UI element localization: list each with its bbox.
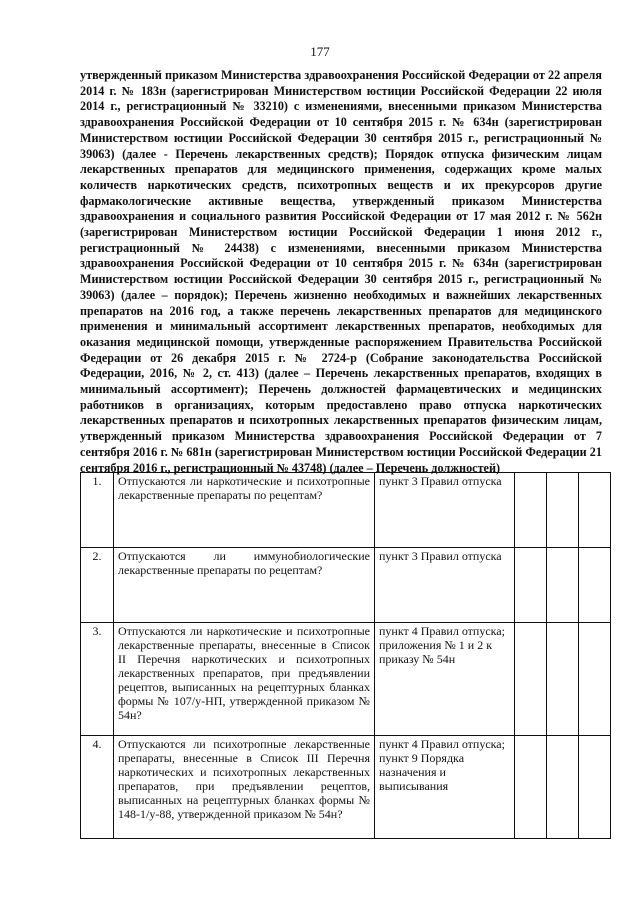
- reference-line: выписывания: [379, 779, 449, 793]
- reference-line: пункт 3 Правил: [379, 549, 459, 563]
- row-number: 2.: [81, 548, 114, 623]
- reference-cell: [375, 736, 515, 839]
- row-number: 3.: [81, 623, 114, 736]
- reference-line: приложения № 1 и 2 к: [379, 638, 493, 652]
- page-number: 177: [310, 44, 330, 59]
- question-cell: Отпускаются ли наркотические и психотропные лекарственные препараты, внесенные в Список II Перечня наркотических и психотропных лекарственных препаратов, при предъявлении рецептов, выписанных на рецептурных бланках формы № 107/у-НП, утвержденной приказом № 54н?: [114, 623, 375, 736]
- answer-no-cell[interactable]: [547, 473, 579, 548]
- answer-na-cell[interactable]: [579, 473, 611, 548]
- row-number: 4.: [81, 736, 114, 839]
- reference-line: отпуска: [461, 549, 502, 563]
- table-row: [81, 623, 611, 736]
- intro-paragraph: утвержденный приказом Министерства здравоохранения Российской Федерации от 22 апреля 2014 г. № 183н (зарегистрирован Министерством юстиции Российской Федерации 22 июля 2014 г., регистрационный № 33210) с изменениями, внесенными приказом Министерства здравоохранения Российской Федерации от 10 сентября 2015 г. № 634н (зарегистрирован Министерством юстиции Российской Федерации 30 сентября 2015 г., регистрационный № 39063) (далее - Перечень лекарственных средств); Порядок отпуска физическим лицам лекарственных препаратов для медицинского применения, содержащих кроме малых количеств наркотических средств, психотропных веществ и их прекурсоров другие фармакологические активные вещества, утвержденный приказом Министерства здравоохранения и социального развития Российской Федерации от 17 мая 2012 г. № 562н (зарегистрирован Министерством юстиции Российской Федерации 1 июня 2012 г., регистрационный № 24438) с изменениями, внесенными приказом Министерства здравоохранения Российской Федерации от 10 сентября 2015 г. № 634н (зарегистрирован Министерством юстиции Российской Федерации 30 сентября 2015 г., регистрационный № 39063) (далее – порядок); Перечень жизненно необходимых и важнейших лекарственных препаратов на 2016 год, а также перечень лекарственных препаратов для медицинского применения и минимальный ассортимент лекарственных препаратов, необходимых для оказания медицинской помощи, утвержденные распоряжением Правительства Российской Федерации от 26 декабря 2015 г. № 2724-р (Собрание законодательства Российской Федерации, 2016, № 2, ст. 413) (далее – Перечень лекарственных препаратов, входящих в минимальный ассортимент); Перечень должностей фармацевтических и медицинских работников в организациях, которым предоставлено право отпуска наркотических лекарственных препаратов и психотропных лекарственных препаратов физическим лицам, утвержденный приказом Министерства здравоохранения Российской Федерации от 7 сентября 2016 г. № 681н (зарегистрирован Министерством юстиции Российской Федерации 21 сентября 2016 г., регистрационный № 43748) (далее – Перечень должностей): [80, 68, 602, 475]
- reference-line: приказу № 54н: [379, 652, 456, 666]
- answer-no-cell[interactable]: [547, 736, 579, 839]
- reference-line: отпуска: [461, 474, 502, 488]
- question-cell: Отпускаются ли психотропные лекарственные препараты, внесенные в Список III Перечня наркотических и психотропных лекарственных препаратов, при предъявлении рецептов, выписанных на рецептурных бланках формы № 148-1/у-88, утвержденной приказом № 54н?: [114, 736, 375, 839]
- reference-cell: [375, 623, 515, 736]
- answer-yes-cell[interactable]: [515, 736, 547, 839]
- reference-cell: [375, 473, 515, 548]
- table-row: [81, 473, 611, 548]
- answer-yes-cell[interactable]: [515, 473, 547, 548]
- reference-line: пункт 4 Правил: [379, 624, 459, 638]
- reference-cell: [375, 548, 515, 623]
- table-row: [81, 736, 611, 839]
- answer-no-cell[interactable]: [547, 548, 579, 623]
- reference-line: отпуска;: [461, 624, 505, 638]
- reference-line: пункт 4 Правил: [379, 737, 459, 751]
- answer-yes-cell[interactable]: [515, 548, 547, 623]
- answer-yes-cell[interactable]: [515, 623, 547, 736]
- reference-line: пункт 3 Правил: [379, 474, 459, 488]
- answer-na-cell[interactable]: [579, 548, 611, 623]
- question-cell: Отпускаются ли наркотические и психотропные лекарственные препараты по рецептам?: [114, 473, 375, 548]
- question-cell: Отпускаются ли иммунобиологические лекарственные препараты по рецептам?: [114, 548, 375, 623]
- reference-line: отпуска;: [461, 737, 505, 751]
- table-row: [81, 548, 611, 623]
- reference-line: пункт 9 Порядка: [379, 751, 465, 765]
- answer-na-cell[interactable]: [579, 736, 611, 839]
- row-number: 1.: [81, 473, 114, 548]
- checklist-table: [80, 472, 611, 839]
- answer-na-cell[interactable]: [579, 623, 611, 736]
- reference-line: назначения и: [379, 765, 446, 779]
- answer-no-cell[interactable]: [547, 623, 579, 736]
